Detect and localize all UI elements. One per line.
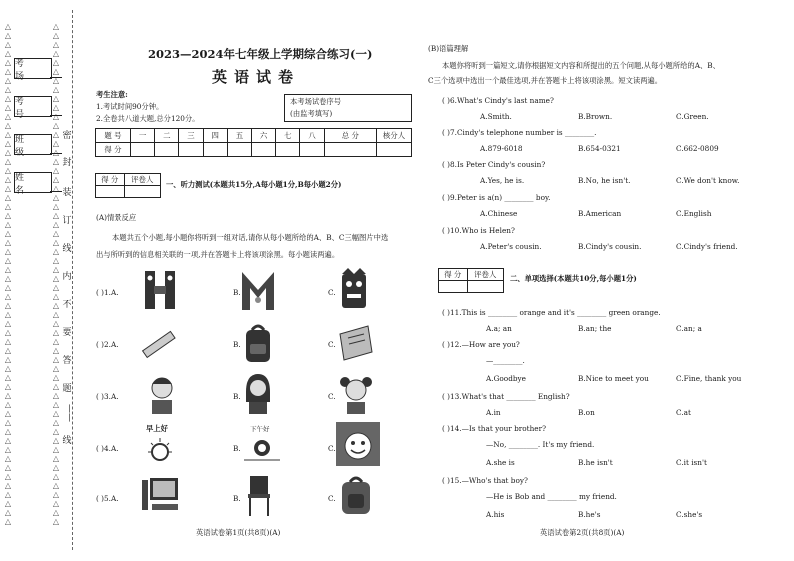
option-a[interactable]: A.Smith.: [480, 112, 512, 121]
option-c[interactable]: C.an; a: [676, 324, 702, 333]
option-c[interactable]: C.she's: [676, 510, 703, 519]
question-reply: —________.: [486, 356, 525, 365]
question-stem: ( )9.Peter is a(n) ________ boy.: [442, 193, 551, 202]
backpack-picture[interactable]: [336, 474, 376, 516]
dictionary-picture[interactable]: [338, 324, 374, 362]
score-table-header: 一: [131, 129, 155, 143]
score-box-label: 评卷人: [124, 174, 160, 186]
exam-title: 2023—2024年七年级上学期综合练习(一): [148, 47, 373, 61]
question-stem: ( )8.Is Peter Cindy's cousin?: [442, 160, 546, 169]
section2-score-box: [438, 268, 504, 293]
letter-m-picture[interactable]: [240, 268, 276, 312]
seal-char: 不: [62, 300, 72, 310]
section1-score-box: [95, 173, 161, 198]
question-number: ( )3.A.: [96, 392, 119, 401]
question-stem: ( )10.Who is Helen?: [442, 226, 515, 235]
question-stem: ( )14.—Is that your brother?: [442, 424, 547, 433]
score-cell[interactable]: [276, 143, 300, 157]
ruler-picture[interactable]: [140, 328, 176, 362]
question-number: ( )5.A.: [96, 494, 119, 503]
afternoon-caption: 下午好: [250, 425, 270, 433]
option-c-label: C.: [328, 340, 336, 349]
monster-letter-picture[interactable]: [336, 268, 372, 312]
triangle-pattern-right: △ △ △ △ △ △ △ △ △ △ △ △ △ △ △ △ △ △ △ △ △ △ △ △ △ △ △ △ △ △ △ △ △ △ △ △ △ △ △ △ △ △ △ △ △ △ △ △ △ △ △ △ △ △ △ △: [52, 22, 60, 526]
instruction-line: 出与所听到的信息相关联的一项,并在答题卡上将该项涂黑。每小题读两遍。: [96, 250, 340, 259]
seat-number-box[interactable]: [284, 94, 412, 122]
option-a[interactable]: A.a; an: [486, 324, 512, 333]
option-c[interactable]: C.English: [676, 209, 712, 218]
option-b[interactable]: B.American: [578, 209, 622, 218]
option-a[interactable]: A.Peter's cousin.: [480, 242, 542, 251]
score-table-label: 得 分: [96, 143, 131, 157]
score-box-cell[interactable]: [124, 186, 160, 198]
score-table-header: 核分人: [377, 129, 412, 143]
option-c[interactable]: C.it isn't: [676, 458, 707, 467]
question-reply: —No, ________. It's my friend.: [486, 440, 595, 449]
boy-picture[interactable]: [144, 374, 180, 414]
score-box-cell[interactable]: [96, 186, 125, 198]
instruction-line: C三个选项中选出一个最佳选项,并在答题卡上将该项涂黑。短文读两遍。: [428, 76, 663, 85]
score-cell[interactable]: [300, 143, 324, 157]
option-c[interactable]: C.662-0809: [676, 144, 719, 153]
seal-char: 订: [62, 216, 72, 226]
part-a-heading: (A)情景反应: [96, 213, 137, 222]
option-a[interactable]: A.879-6018: [480, 144, 523, 153]
question-stem: ( )12.—How are you?: [442, 340, 520, 349]
field-exam-number-input[interactable]: [50, 96, 62, 116]
score-box-cell[interactable]: [467, 281, 503, 293]
triangle-pattern-left: △ △ △ △ △ △ △ △ △ △ △ △ △ △ △ △ △ △ △ △ △ △ △ △ △ △ △ △ △ △ △ △ △ △ △ △ △ △ △ △ △ △ △ △ △ △ △ △ △ △ △ △ △ △ △ △: [4, 22, 12, 526]
letter-h-picture[interactable]: [142, 268, 178, 312]
seat-box-line: (由监考填写): [290, 109, 333, 118]
seal-char: 线: [62, 436, 72, 446]
field-class-label: 班 级: [14, 134, 52, 155]
option-c-label: C.: [328, 444, 336, 453]
schoolbag-picture[interactable]: [240, 322, 276, 364]
moon-night-picture[interactable]: [336, 422, 380, 466]
option-b-label: B.: [233, 494, 241, 503]
seat-box-line: 本考场试卷序号: [290, 97, 342, 106]
computer-picture[interactable]: [142, 476, 186, 516]
score-cell[interactable]: [203, 143, 227, 157]
question-number: ( )2.A.: [96, 340, 119, 349]
score-table-header: 八: [300, 129, 324, 143]
option-b[interactable]: B.he's: [578, 510, 601, 519]
score-table-header: 六: [252, 129, 276, 143]
seal-char: 装: [62, 188, 72, 198]
option-a[interactable]: A.Yes, he is.: [480, 176, 525, 185]
subject-title: 英语试卷: [212, 68, 301, 86]
left-page-footer: 英语试卷第1页(共8页)(A): [196, 528, 281, 537]
option-c[interactable]: C.We don't know.: [676, 176, 740, 185]
notice-line: 1.考试时间90分钟。: [96, 102, 164, 111]
seal-char: 密: [62, 131, 72, 141]
option-b[interactable]: B.Brown.: [578, 112, 613, 121]
seal-char: 内: [62, 272, 72, 282]
score-cell[interactable]: [252, 143, 276, 157]
option-c-label: C.: [328, 392, 336, 401]
seal-char: 封: [62, 158, 72, 168]
score-table: [95, 128, 412, 157]
field-exam-room-input[interactable]: [50, 58, 62, 78]
girl-with-buns-picture[interactable]: [338, 374, 374, 414]
seal-char: 题: [62, 384, 72, 394]
score-cell[interactable]: [179, 143, 203, 157]
field-name-label: 姓 名: [14, 172, 52, 193]
option-b-label: B.: [233, 288, 241, 297]
score-box-cell[interactable]: [439, 281, 468, 293]
seal-char: ——: [64, 404, 74, 422]
binding-strip: [0, 0, 80, 561]
question-stem: ( )11.This is ________ orange and it's ________ green orange.: [442, 308, 661, 317]
option-b[interactable]: B.No, he isn't.: [578, 176, 631, 185]
option-b[interactable]: B.Cindy's cousin.: [578, 242, 642, 251]
option-c-label: C.: [328, 288, 336, 297]
morning-caption: 早上好: [146, 424, 168, 433]
score-table-header: 总 分: [324, 129, 376, 143]
morning-sun-picture[interactable]: [140, 424, 180, 466]
score-cell[interactable]: [324, 143, 376, 157]
seal-char: 线: [62, 244, 72, 254]
option-c[interactable]: C.Green.: [676, 112, 709, 121]
option-b-label: B.: [233, 392, 241, 401]
afternoon-picture[interactable]: [240, 424, 282, 466]
notice-line: 2.全卷共八道大题,总分120分。: [96, 114, 200, 123]
score-table-header: 题 号: [96, 129, 131, 143]
score-table-header: 七: [276, 129, 300, 143]
field-exam-number-label: 考 号: [14, 96, 52, 117]
option-b[interactable]: B.on: [578, 408, 595, 417]
seal-char: 要: [62, 328, 72, 338]
option-b[interactable]: B.he isn't: [578, 458, 613, 467]
option-b[interactable]: B.an; the: [578, 324, 612, 333]
score-cell[interactable]: [131, 143, 155, 157]
question-stem: ( )15.—Who's that boy?: [442, 476, 528, 485]
score-box-label: 评卷人: [467, 269, 503, 281]
part-b-heading: (B)语篇理解: [428, 44, 469, 53]
score-table-header: 四: [203, 129, 227, 143]
field-exam-room-label: 考 场: [14, 58, 52, 79]
option-c-label: C.: [328, 494, 336, 503]
option-a[interactable]: A.in: [486, 408, 501, 417]
question-number: ( )4.A.: [96, 444, 119, 453]
option-a[interactable]: A.his: [486, 510, 505, 519]
question-stem: ( )13.What's that ________ English?: [442, 392, 570, 401]
score-box-label: 得 分: [96, 174, 125, 186]
option-a[interactable]: A.she is: [486, 458, 515, 467]
section2-heading: 二、单项选择(本题共10分,每小题1分): [510, 274, 637, 283]
score-cell[interactable]: [155, 143, 179, 157]
score-box-label: 得 分: [439, 269, 468, 281]
option-a[interactable]: A.Chinese: [480, 209, 518, 218]
right-page-footer: 英语试卷第2页(共8页)(A): [540, 528, 625, 537]
option-b[interactable]: B.654-0321: [578, 144, 621, 153]
chair-picture[interactable]: [242, 474, 276, 516]
option-b[interactable]: B.Nice to meet you: [578, 374, 649, 383]
question-stem: ( )7.Cindy's telephone number is ________.: [442, 128, 597, 137]
score-cell[interactable]: [377, 143, 412, 157]
option-a[interactable]: A.Goodbye: [486, 374, 526, 383]
option-b-label: B.: [233, 444, 241, 453]
fold-line: [72, 10, 73, 550]
score-table-header: 五: [227, 129, 251, 143]
girl-picture[interactable]: [240, 372, 276, 414]
instruction-line: 本题你将听到一篇短文,请你根据短文内容和所提出的五个问题,从每小题所给的A、B、: [442, 61, 720, 70]
question-reply: —He is Bob and ________ my friend.: [486, 492, 617, 501]
option-b-label: B.: [233, 340, 241, 349]
instruction-line: 本题共五个小题,每小题你将听到一组对话,请你从每小题所给的A、B、C三幅图片中选: [112, 233, 389, 242]
section1-heading: 一、听力测试(本题共15分,A每小题1分,B每小题2分): [166, 180, 342, 189]
question-number: ( )1.A.: [96, 288, 119, 297]
option-c[interactable]: C.at: [676, 408, 691, 417]
option-c[interactable]: C.Cindy's friend.: [676, 242, 738, 251]
score-table-header: 三: [179, 129, 203, 143]
notice-heading: 考生注意:: [96, 90, 128, 99]
option-c[interactable]: C.Fine, thank you: [676, 374, 742, 383]
score-cell[interactable]: [227, 143, 251, 157]
seal-char: 答: [62, 356, 72, 366]
question-stem: ( )6.What's Cindy's last name?: [442, 96, 554, 105]
score-table-header: 二: [155, 129, 179, 143]
